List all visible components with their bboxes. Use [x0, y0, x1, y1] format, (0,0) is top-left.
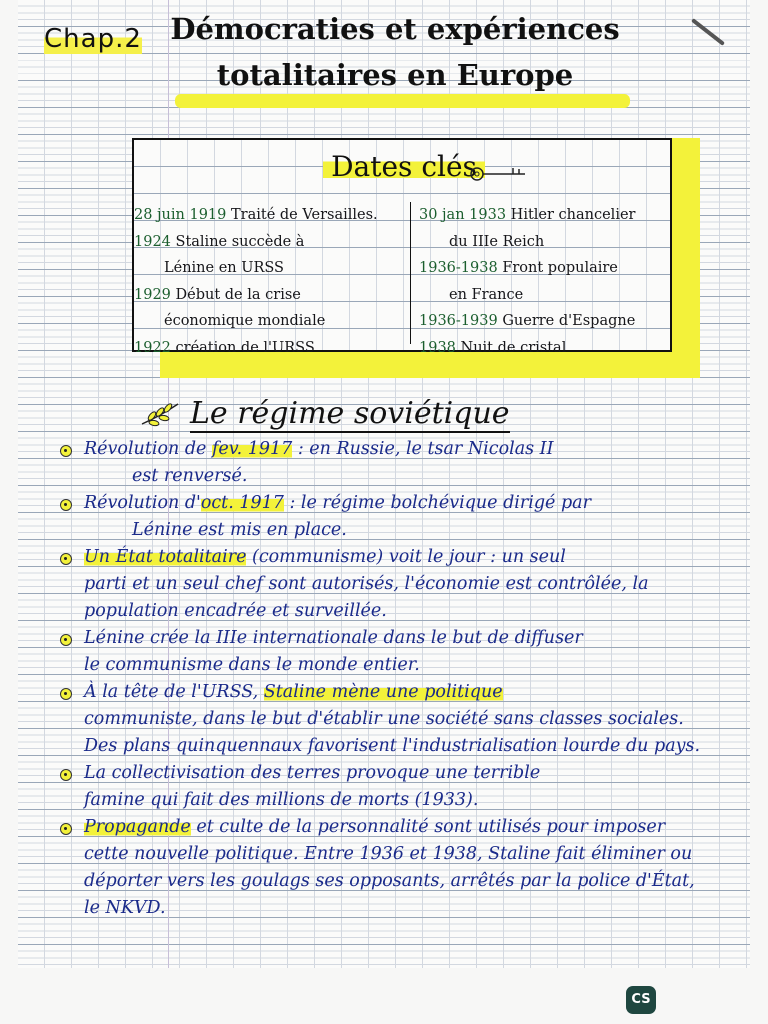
bullet-icon — [60, 445, 72, 457]
chapter-label: Chap.2 — [44, 24, 142, 54]
date-entry: 1938 Nuit de cristal — [419, 339, 567, 356]
bullet-icon — [60, 499, 72, 511]
list-item: Un État totalitaire (communisme) voit le jour : un seul parti et un seul chef sont autorisés, l'économie est contrôlée, la population encadrée et surveillée. — [52, 544, 712, 625]
dates-left-column — [134, 202, 412, 361]
key-dates-title: Dates clés — [254, 150, 554, 183]
key-dates-box — [132, 138, 672, 356]
laurel-icon — [138, 398, 184, 428]
bullet-icon — [60, 769, 72, 781]
dates-right-column — [419, 202, 669, 361]
bullet-icon — [60, 634, 72, 646]
notes-list — [52, 436, 712, 922]
title-highlight — [175, 94, 630, 108]
list-item: À la tête de l'URSS, Staline mène une politique communiste, dans le but d'établir une société sans classes sociales. Des plans quinquennaux favorisent l'industrialisation lourde du pays. — [52, 679, 712, 760]
bullet-icon — [60, 553, 72, 565]
list-item: Révolution d'oct. 1917 : le régime bolchévique dirigé par Lénine est mis en place. — [52, 490, 712, 544]
date-entry: 28 juin 1919 Traité de Versailles. — [134, 207, 378, 223]
title-line-2: totalitaires en Europe — [216, 58, 574, 92]
date-entry: 1936-1938 Front populaire en France — [419, 260, 618, 303]
list-item: Révolution de fev. 1917 : en Russie, le tsar Nicolas II est renversé. — [52, 436, 712, 490]
list-item: La collectivisation des terres provoque une terrible famine qui fait des millions de morts (1933). — [52, 760, 712, 814]
list-item: Lénine crée la IIIe internationale dans le but de diffuser le communisme dans le monde entier. — [52, 625, 712, 679]
date-entry: 1929 Début de la crise économique mondiale — [134, 286, 326, 329]
app-badge: CS — [626, 986, 656, 1014]
title-line-1: Démocraties et expériences — [170, 12, 620, 46]
list-item: Propagande et culte de la personnalité sont utilisés pour imposer cette nouvelle politique. Entre 1936 et 1938, Staline fait éliminer ou déporter vers les goulags ses opposants, arrêtés par la police d'État, le NKVD. — [52, 814, 712, 922]
date-entry: 1922 création de l'URSS — [134, 339, 315, 356]
key-icon — [469, 164, 529, 184]
section-title: Le régime soviétique — [190, 396, 510, 431]
bullet-icon — [60, 823, 72, 835]
date-entry: 1936-1939 Guerre d'Espagne — [419, 313, 636, 329]
page-title — [160, 6, 630, 98]
date-entry: 1924 Staline succède à Lénine en URSS — [134, 233, 305, 276]
bullet-icon — [60, 688, 72, 700]
date-entry: 30 jan 1933 Hitler chancelier du IIIe Reich — [419, 207, 636, 250]
